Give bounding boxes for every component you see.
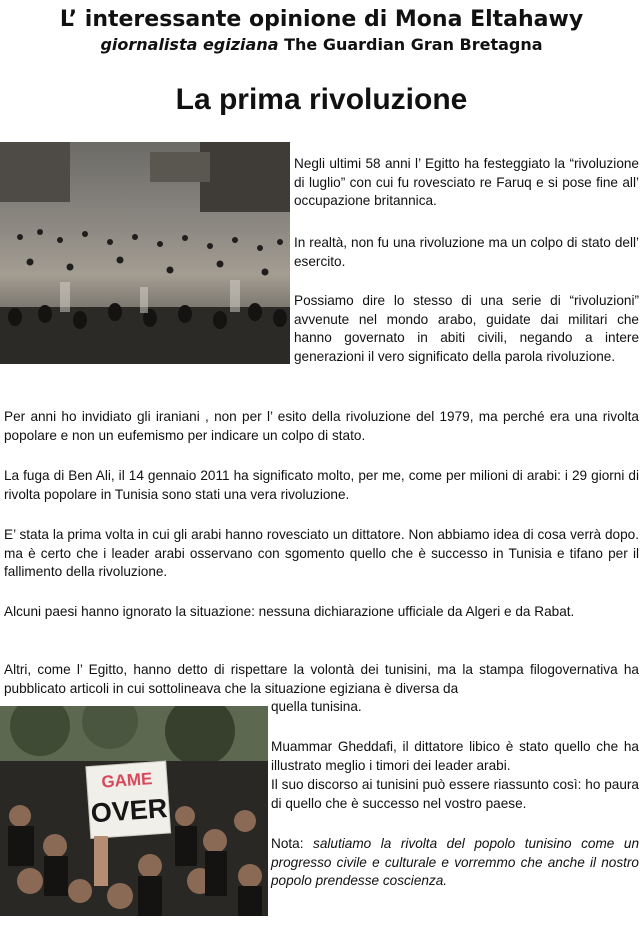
- paragraph-8: Altri, come l’ Egitto, hanno detto di rispettare la volontà dei tunisini, ma la stampa filogovernativa ha pubblicato articoli in cui sottolineava che la situazione egiziana è diversa da: [4, 662, 639, 696]
- paragraph-8-continued: quella tunisina.: [271, 699, 362, 714]
- header-subtitle: [0, 34, 643, 56]
- nota-text: salutiamo la rivolta del popolo tunisino come un progresso civile e culturale e vorremmo che anche il nostro popolo prendesse coscienza.: [271, 836, 639, 889]
- nota-paragraph: [271, 835, 639, 891]
- paragraph-10: Il suo discorso ai tunisini può essere riassunto così: ho paura di quello che è successo nel vostro paese.: [271, 777, 639, 811]
- sign-game-text: GAME: [100, 769, 154, 792]
- paragraph-6: E’ stata la prima volta in cui gli arabi hanno rovesciato un dittatore. Non abbiamo idea di cosa verrà dopo. ma è certo che i leader arabi osservano con sgomento quello che è successo in Tunisia e tifano per il fallimento della rivoluzione.: [4, 527, 639, 580]
- author-outlet: The Guardian Gran Bretagna: [284, 35, 543, 54]
- page-title: La prima rivoluzione: [175, 83, 468, 116]
- paragraph-7: Alcuni paesi hanno ignorato la situazione: nessuna dichiarazione ufficiale da Algeri e da Rabat.: [4, 604, 575, 619]
- paragraph-1: Negli ultimi 58 anni l’ Egitto ha festeggiato la “rivoluzione di luglio” con cui fu rovesciato re Faruq e si pose fine all’ occupazione britannica.: [294, 156, 639, 209]
- nota-label: Nota:: [271, 836, 304, 851]
- protest-street-photo: [0, 142, 290, 364]
- header-title: L’ interessante opinione di Mona Eltahawy: [59, 7, 584, 32]
- paragraph-2: In realtà, non fu una rivoluzione ma un colpo di stato dell’ esercito.: [294, 235, 639, 269]
- sign-over-text: OVER: [89, 793, 169, 829]
- game-over-protest-photo: [0, 706, 268, 916]
- paragraph-5: La fuga di Ben Ali, il 14 gennaio 2011 ha significato molto, per me, come per milioni di arabi: i 29 giorni di rivolta popolare in Tunisia sono stati una vera rivoluzione.: [4, 468, 639, 502]
- paragraph-4: Per anni ho invidiato gli iraniani , non per l’ esito della rivoluzione del 1979, ma perché era una rivolta popolare e non un eufemismo per indicare un colpo di stato.: [4, 409, 639, 443]
- paragraph-3: Possiamo dire lo stesso di una serie di “rivoluzioni” avvenute nel mondo arabo, guidate dai militari che hanno governato in abiti civili, negando a intere generazioni il vero significato della parola rivoluzione.: [294, 293, 639, 365]
- paragraph-9: Muammar Gheddafi, il dittatore libico è stato quello che ha illustrato meglio i timori dei leader arabi.: [271, 739, 639, 773]
- author-role: giornalista egiziana: [100, 35, 279, 54]
